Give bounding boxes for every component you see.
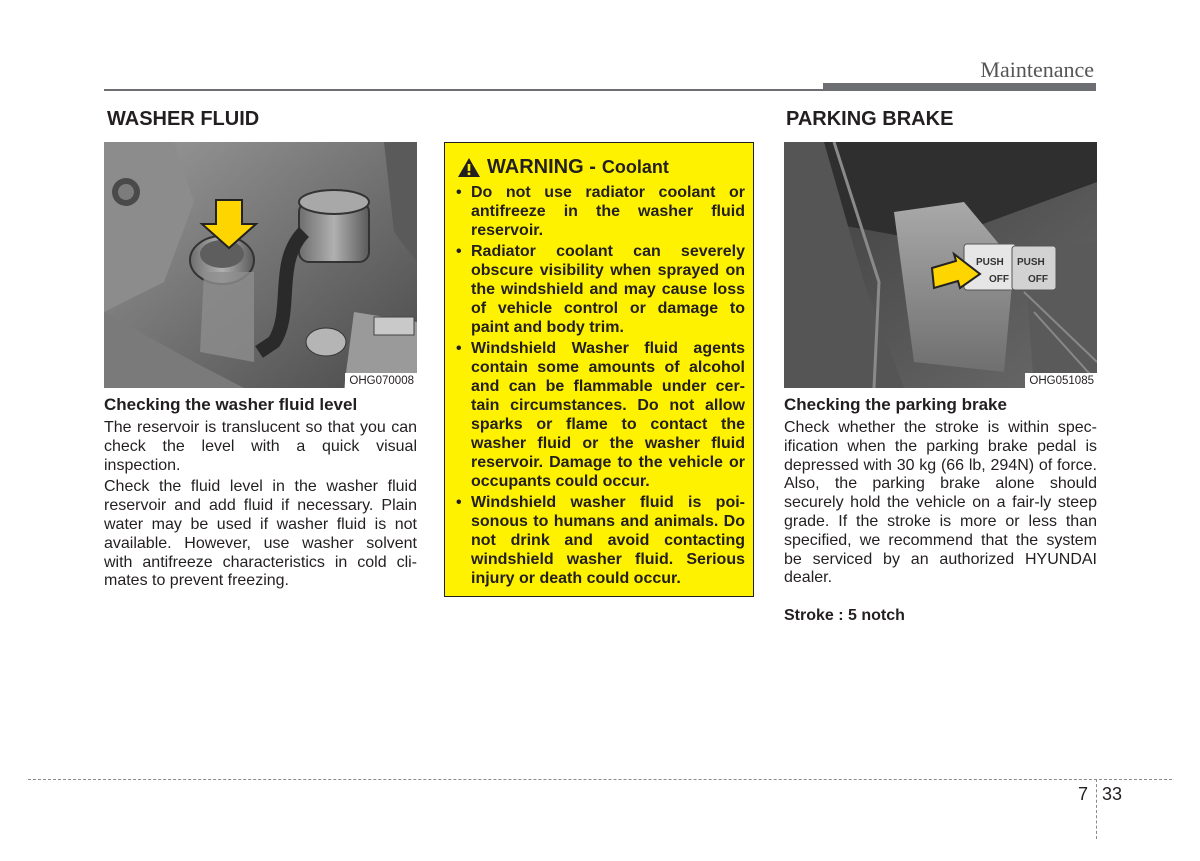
- washer-fluid-title: WASHER FLUID: [107, 108, 260, 130]
- parking-brake-title: PARKING BRAKE: [786, 108, 954, 130]
- parking-brake-photo: [784, 142, 1097, 388]
- footer-dashed-rule: [28, 779, 1172, 780]
- warning-title: WARNING -: [487, 156, 596, 178]
- pedal-label-push-1: PUSH: [976, 257, 1004, 268]
- footer-vertical-rule: [1096, 779, 1097, 839]
- warning-item: • Radiator coolant can severely obscure visibility when sprayed on the windshield and may cause loss of vehicle control or damage to paint and body trim.: [453, 242, 745, 337]
- pedal-label-push-2: PUSH: [1017, 257, 1045, 268]
- pedal-label-off-2: OFF: [1028, 274, 1048, 285]
- washer-body-text: [104, 419, 417, 594]
- washer-photo-code: OHG070008: [345, 373, 417, 388]
- parking-photo-code: OHG051085: [1025, 373, 1097, 388]
- washer-paragraph-2: Check the fluid level in the washer fluid reservoir and add fluid if necessary. Plain water may be used if washer fluid is not available. However, use washer solvent with antifreeze characteristics in cold cli-mates to prevent freezing.: [104, 478, 417, 590]
- washer-reservoir-photo: [104, 142, 417, 388]
- warning-list: [453, 183, 745, 590]
- parking-paragraph: Check whether the stroke is within spec-ification when the parking brake pedal is depressed with 30 kg (66 lb, 294N) of force. Also, the parking brake alone should securely hold the vehicle on a fair-ly steep grade. If the stroke is more or less than specified, we recommend that the system be serviced by an authorized HYUNDAI dealer.: [784, 419, 1097, 587]
- warning-subject: Coolant: [601, 157, 669, 177]
- warning-triangle-icon: [457, 157, 481, 178]
- warning-box: [444, 142, 754, 597]
- page-number: 33: [1102, 784, 1123, 804]
- header-rule: [104, 89, 1096, 91]
- warning-item: • Do not use radiator coolant or antifreeze in the washer fluid reservoir.: [453, 183, 745, 240]
- stroke-note: Stroke : 5 notch: [784, 607, 905, 624]
- washer-paragraph-1: The reservoir is translucent so that you can check the level with a quick visual inspection.: [104, 419, 417, 474]
- washer-subhead: Checking the washer fluid level: [104, 395, 358, 414]
- parking-body-text: [784, 419, 1097, 591]
- warning-item: • Windshield Washer fluid agents contain some amounts of alcohol and can be flammable under cer-tain circumstances. Do not allow sparks or flame to contact the washer fluid or the washer fluid reservoir. Damage to the vehicle or occupants could occur.: [453, 339, 745, 491]
- warning-item: • Windshield washer fluid is poi-sonous to humans and animals. Do not drink and avoid contacting windshield washer fluid. Serious injury or death could occur.: [453, 493, 745, 588]
- pedal-label-off-1: OFF: [989, 274, 1009, 285]
- warning-heading: [457, 156, 669, 179]
- parking-subhead: Checking the parking brake: [784, 395, 1007, 414]
- chapter-number: 7: [1078, 784, 1089, 804]
- header-title: Maintenance: [980, 57, 1094, 82]
